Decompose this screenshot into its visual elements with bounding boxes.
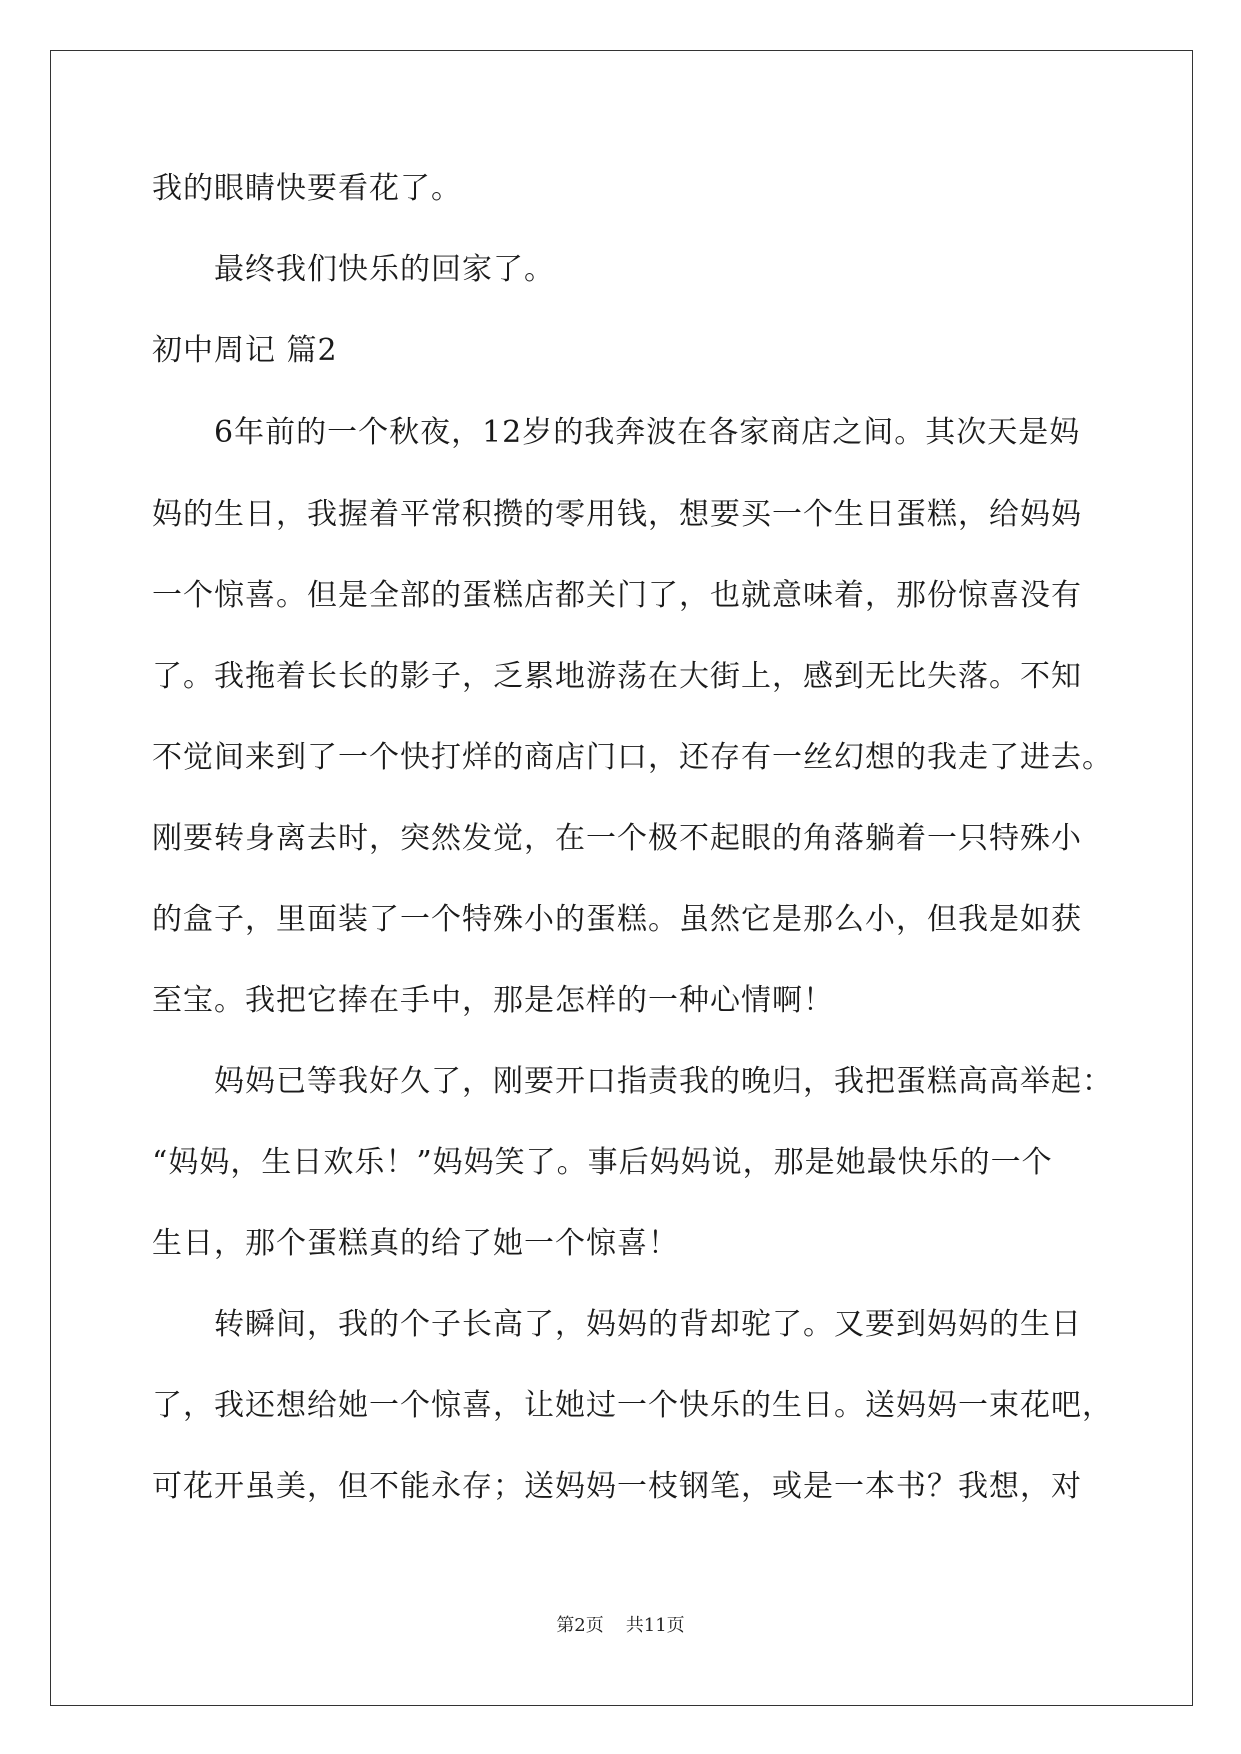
text-line: 了，我还想给她一个惊喜，让她过一个快乐的生日。送妈妈一束花吧， — [152, 1388, 1113, 1423]
page-number: 第2页 — [556, 1615, 604, 1636]
page-total: 共11页 — [625, 1615, 685, 1636]
text-line: 我的眼睛快要看花了。 — [152, 171, 462, 206]
text-line: 了。我拖着长长的影子，乏累地游荡在大街上，感到无比失落。不知 — [152, 659, 1082, 694]
text-line: 转瞬间，我的个子长高了，妈妈的背却驼了。又要到妈妈的生日 — [214, 1307, 1082, 1342]
text-line: 生日，那个蛋糕真的给了她一个惊喜！ — [152, 1226, 679, 1261]
page-border — [50, 50, 1193, 1706]
section-heading: 初中周记 篇2 — [152, 333, 338, 368]
text-line: 一个惊喜。但是全部的蛋糕店都关门了，也就意味着，那份惊喜没有 — [152, 578, 1082, 613]
text-line: 妈的生日，我握着平常积攒的零用钱，想要买一个生日蛋糕，给妈妈 — [152, 497, 1082, 532]
page-footer — [0, 1611, 1241, 1637]
text-line: 刚要转身离去时，突然发觉，在一个极不起眼的角落躺着一只特殊小 — [152, 821, 1082, 856]
text-line: 6年前的一个秋夜，12岁的我奔波在各家商店之间。其次天是妈 — [214, 415, 1081, 450]
text-line: 妈妈已等我好久了，刚要开口指责我的晚归，我把蛋糕高高举起： — [214, 1064, 1113, 1099]
text-line: 不觉间来到了一个快打烊的商店门口，还存有一丝幻想的我走了进去。 — [152, 740, 1113, 775]
text-line: “妈妈，生日欢乐！”妈妈笑了。事后妈妈说，那是她最快乐的一个 — [152, 1145, 1053, 1180]
text-line: 可花开虽美，但不能永存；送妈妈一枝钢笔，或是一本书？我想，对 — [152, 1469, 1082, 1504]
text-line: 至宝。我把它捧在手中，那是怎样的一种心情啊！ — [152, 983, 834, 1018]
text-line: 最终我们快乐的回家了。 — [214, 252, 555, 287]
text-line: 的盒子，里面装了一个特殊小的蛋糕。虽然它是那么小，但我是如获 — [152, 902, 1082, 937]
